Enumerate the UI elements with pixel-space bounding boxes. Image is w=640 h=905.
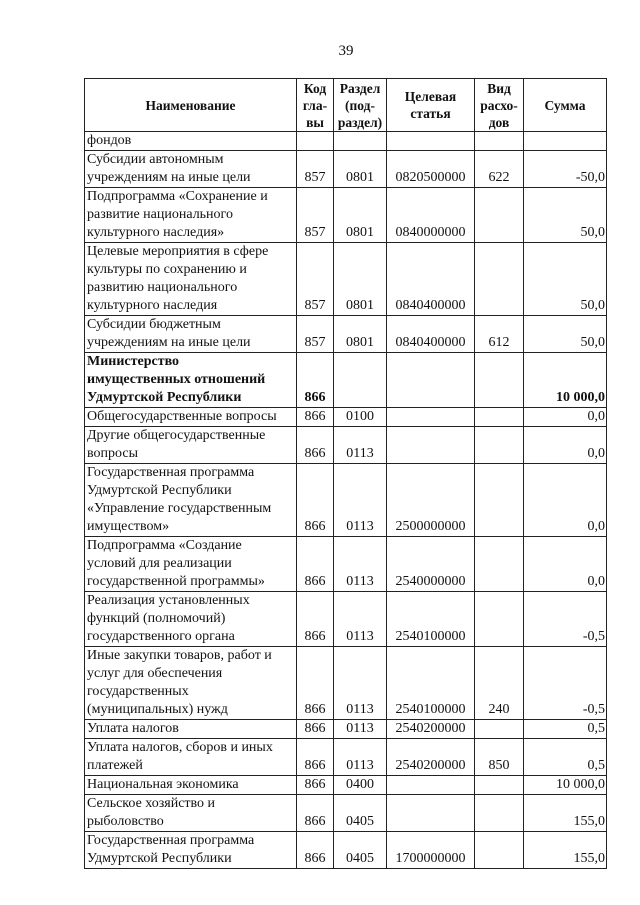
cell-vid [475, 795, 524, 832]
cell-razdel: 0100 [334, 408, 387, 427]
cell-statya: 2540100000 [387, 647, 475, 720]
cell-kod: 866 [297, 353, 334, 408]
table-row [85, 316, 607, 353]
cell-razdel: 0113 [334, 537, 387, 592]
cell-razdel: 0801 [334, 188, 387, 243]
cell-statya [387, 408, 475, 427]
cell-name: Общегосударственные вопросы [85, 408, 297, 427]
cell-razdel: 0113 [334, 427, 387, 464]
cell-statya: 2540100000 [387, 592, 475, 647]
cell-summa [524, 132, 607, 151]
cell-name: Другие общегосударственные вопросы [85, 427, 297, 464]
header-statya: Целевая статья [387, 79, 475, 132]
cell-statya [387, 353, 475, 408]
cell-summa: -50,0 [524, 151, 607, 188]
cell-name: Субсидии бюджетным учреждениям на иные цели [85, 316, 297, 353]
cell-razdel: 0113 [334, 592, 387, 647]
table-row [85, 427, 607, 464]
cell-vid: 612 [475, 316, 524, 353]
header-vid: Вид расхо- дов [475, 79, 524, 132]
cell-kod: 866 [297, 720, 334, 739]
cell-summa: 0,5 [524, 739, 607, 776]
cell-summa: 10 000,0 [524, 353, 607, 408]
cell-kod: 866 [297, 739, 334, 776]
header-kod: Код гла- вы [297, 79, 334, 132]
cell-vid [475, 464, 524, 537]
cell-kod: 866 [297, 408, 334, 427]
cell-summa: 155,0 [524, 795, 607, 832]
header-razdel: Раздел (под- раздел) [334, 79, 387, 132]
cell-kod: 866 [297, 464, 334, 537]
cell-statya: 0820500000 [387, 151, 475, 188]
cell-kod: 866 [297, 592, 334, 647]
table-row [85, 353, 607, 408]
cell-statya [387, 132, 475, 151]
cell-vid: 240 [475, 647, 524, 720]
cell-razdel: 0113 [334, 739, 387, 776]
cell-statya: 2500000000 [387, 464, 475, 537]
table-row [85, 647, 607, 720]
cell-vid [475, 353, 524, 408]
cell-kod: 866 [297, 795, 334, 832]
table-header-row [85, 79, 607, 132]
cell-statya: 2540200000 [387, 720, 475, 739]
table-row [85, 795, 607, 832]
cell-razdel [334, 132, 387, 151]
cell-name: фондов [85, 132, 297, 151]
cell-vid [475, 537, 524, 592]
cell-razdel: 0801 [334, 151, 387, 188]
cell-name: Уплата налогов, сборов и иных платежей [85, 739, 297, 776]
cell-razdel: 0113 [334, 464, 387, 537]
cell-kod: 857 [297, 188, 334, 243]
cell-name: Министерство имущественных отношений Удмуртской Республики [85, 353, 297, 408]
cell-name: Уплата налогов [85, 720, 297, 739]
budget-table [84, 78, 607, 869]
cell-vid [475, 720, 524, 739]
cell-razdel: 0400 [334, 776, 387, 795]
cell-kod: 866 [297, 832, 334, 869]
cell-statya: 0840400000 [387, 316, 475, 353]
cell-statya [387, 776, 475, 795]
table-row [85, 151, 607, 188]
cell-statya: 0840400000 [387, 243, 475, 316]
table-row [85, 243, 607, 316]
cell-summa: 0,5 [524, 720, 607, 739]
cell-vid: 850 [475, 739, 524, 776]
cell-summa: -0,5 [524, 647, 607, 720]
cell-summa: 0,0 [524, 408, 607, 427]
cell-kod: 857 [297, 316, 334, 353]
table-row [85, 720, 607, 739]
cell-summa: 0,0 [524, 427, 607, 464]
table-row [85, 132, 607, 151]
cell-kod: 857 [297, 151, 334, 188]
header-name: Наименование [85, 79, 297, 132]
cell-vid [475, 776, 524, 795]
table-row [85, 592, 607, 647]
cell-name: Иные закупки товаров, работ и услуг для обеспечения государственных (муниципальных) нужд [85, 647, 297, 720]
cell-razdel [334, 353, 387, 408]
cell-kod: 866 [297, 537, 334, 592]
table-row [85, 776, 607, 795]
cell-summa: 0,0 [524, 464, 607, 537]
table-row [85, 408, 607, 427]
cell-name: Государственная программа Удмуртской Республики [85, 832, 297, 869]
cell-name: Подпрограмма «Сохранение и развитие национального культурного наследия» [85, 188, 297, 243]
cell-name: Реализация установленных функций (полномочий) государственного органа [85, 592, 297, 647]
cell-name: Сельское хозяйство и рыболовство [85, 795, 297, 832]
table-row [85, 537, 607, 592]
cell-razdel: 0113 [334, 720, 387, 739]
cell-statya: 2540200000 [387, 739, 475, 776]
cell-name: Подпрограмма «Создание условий для реализации государственной программы» [85, 537, 297, 592]
cell-summa: 155,0 [524, 832, 607, 869]
cell-statya: 1700000000 [387, 832, 475, 869]
cell-summa: 0,0 [524, 537, 607, 592]
cell-statya: 0840000000 [387, 188, 475, 243]
table-row [85, 739, 607, 776]
cell-kod [297, 132, 334, 151]
cell-name: Целевые мероприятия в сфере культуры по сохранению и развитию национального культурного наследия [85, 243, 297, 316]
cell-kod: 866 [297, 776, 334, 795]
cell-vid [475, 408, 524, 427]
cell-vid [475, 132, 524, 151]
cell-statya [387, 427, 475, 464]
cell-vid: 622 [475, 151, 524, 188]
cell-summa: 50,0 [524, 243, 607, 316]
cell-razdel: 0801 [334, 243, 387, 316]
cell-name: Государственная программа Удмуртской Республики «Управление государственным имуществом» [85, 464, 297, 537]
header-summa: Сумма [524, 79, 607, 132]
cell-vid [475, 427, 524, 464]
table-row [85, 832, 607, 869]
cell-vid [475, 188, 524, 243]
table-row [85, 188, 607, 243]
cell-vid [475, 243, 524, 316]
cell-razdel: 0113 [334, 647, 387, 720]
cell-summa: 50,0 [524, 188, 607, 243]
cell-summa: 10 000,0 [524, 776, 607, 795]
cell-summa: -0,5 [524, 592, 607, 647]
cell-name: Субсидии автономным учреждениям на иные цели [85, 151, 297, 188]
cell-kod: 866 [297, 647, 334, 720]
page-number: 39 [338, 43, 354, 59]
cell-razdel: 0801 [334, 316, 387, 353]
cell-razdel: 0405 [334, 832, 387, 869]
cell-summa: 50,0 [524, 316, 607, 353]
cell-razdel: 0405 [334, 795, 387, 832]
cell-kod: 857 [297, 243, 334, 316]
cell-vid [475, 832, 524, 869]
cell-statya [387, 795, 475, 832]
cell-kod: 866 [297, 427, 334, 464]
cell-vid [475, 592, 524, 647]
table-row [85, 464, 607, 537]
cell-statya: 2540000000 [387, 537, 475, 592]
cell-name: Национальная экономика [85, 776, 297, 795]
